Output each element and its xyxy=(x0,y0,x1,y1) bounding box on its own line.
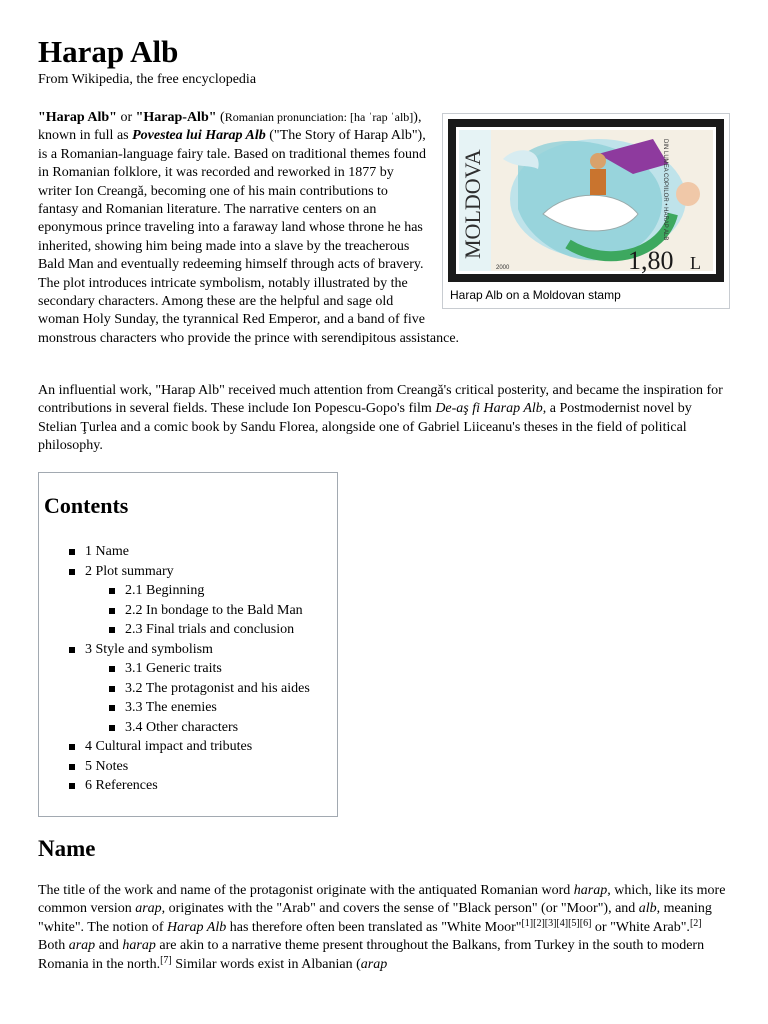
name-italic: Harap Alb xyxy=(167,919,227,935)
name-italic: arap xyxy=(68,938,96,954)
paragraph-name xyxy=(38,882,730,974)
name-text: Both xyxy=(38,938,69,954)
pronunciation-link[interactable]: Romanian pronunciation: [ha ˈrap ˈalb] xyxy=(224,110,414,124)
citation-links[interactable]: [1][2][3][4][5][6] xyxy=(521,917,592,929)
toc-list xyxy=(67,542,310,796)
lead-or: or xyxy=(116,110,136,125)
paragraph-influence-text1: An influential work, "Harap Alb" received much attention from Creangă's critical posterity, and became the inspiration for contributions in several fields. These include Ion Popescu-Gopo's film xyxy=(38,383,723,417)
name-italic: harap xyxy=(122,938,156,954)
section-heading-name: Name xyxy=(38,836,96,861)
lead-pron-open: ( xyxy=(216,110,225,125)
name-text: or "White Arab". xyxy=(591,919,690,935)
page-subtitle: From Wikipedia, the free encyclopedia xyxy=(38,72,257,87)
toc-subitem[interactable]: 3.4 Other characters xyxy=(67,718,310,738)
film-title-link[interactable]: De-aş fi Harap Alb xyxy=(435,401,543,417)
toc-item[interactable]: 1 Name xyxy=(67,542,310,562)
stamp-side-text: DIN LUMEA COPIILOR • HARAP ALB xyxy=(662,139,668,241)
paragraph-influence-text2: , a Postmodernist novel by Stelian Ţurlea and a comic book by Sandu Florea, alongside one of Gabriel Liiceanu's theses in the field of political philosophy. xyxy=(38,401,692,454)
paragraph-influence xyxy=(38,382,730,456)
name-text: , originates with the "Arab" and covers the sense of "Black person" (or "Moor"), and xyxy=(161,901,639,917)
moldova-stamp-image[interactable] xyxy=(448,119,724,282)
table-of-contents xyxy=(38,472,338,817)
name-text: Similar words exist in Albanian ( xyxy=(171,956,361,972)
toc-heading: Contents xyxy=(44,493,129,518)
name-text: The title of the work and name of the protagonist originate with the antiquated Romanian word xyxy=(38,883,574,898)
lead-bold-title: "Harap Alb" xyxy=(38,110,117,125)
stamp-currency-text: L xyxy=(690,253,701,273)
toc-subitem[interactable]: 3.3 The enemies xyxy=(67,698,310,718)
page-title: Harap Alb xyxy=(38,34,179,69)
name-text: are akin to a narrative theme present throughout the Balkans, from Turkey in the south to modern Romania in the north. xyxy=(38,938,705,972)
citation-link[interactable]: [2] xyxy=(689,917,702,929)
stamp-value-text: 1,80 xyxy=(628,246,674,275)
lead-pron-close: ), known in full as xyxy=(38,110,422,144)
toc-subitem[interactable]: 3.1 Generic traits xyxy=(67,659,310,679)
toc-item[interactable]: 6 References xyxy=(67,776,310,796)
citation-link[interactable]: [7] xyxy=(160,954,172,966)
name-text: and xyxy=(95,938,123,954)
toc-subitem[interactable]: 2.1 Beginning xyxy=(67,581,310,601)
name-italic: alb xyxy=(638,901,657,917)
toc-subitem[interactable]: 2.2 In bondage to the Bald Man xyxy=(67,601,310,621)
toc-item[interactable]: 4 Cultural impact and tributes xyxy=(67,737,310,757)
toc-item[interactable]: 5 Notes xyxy=(67,757,310,777)
toc-subitem[interactable]: 2.3 Final trials and conclusion xyxy=(67,620,310,640)
name-italic: arap xyxy=(135,901,162,917)
name-italic: harap xyxy=(573,883,608,898)
lead-full-title: Povestea lui Harap Alb xyxy=(132,128,266,144)
infobox-caption: Harap Alb on a Moldovan stamp xyxy=(450,288,621,302)
name-text: has therefore often been translated as "White Moor" xyxy=(226,919,522,935)
name-italic: arap xyxy=(360,956,388,972)
name-text: , which, like its more common version xyxy=(38,883,726,917)
infobox-image xyxy=(442,113,730,309)
stamp-country-text: MOLDOVA xyxy=(460,149,485,259)
toc-item[interactable]: 2 Plot summary xyxy=(67,562,310,582)
stamp-year-text: 2000 xyxy=(496,265,510,271)
toc-item[interactable]: 3 Style and symbolism xyxy=(67,640,310,660)
lead-bold-alt-title: "Harap-Alb" xyxy=(135,110,217,125)
toc-subitem[interactable]: 3.2 The protagonist and his aides xyxy=(67,679,310,699)
lead-rest: ("The Story of Harap Alb"), is a Romanian-language fairy tale. Based on traditional themes found in Romanian folklore, it was recorded and reworked in 1877 by writer Ion Creangă, becoming one of his main contributions to fantasy and Romanian literature. The narrative centers on an eponymous prince traveling into a faraway land whose throne he has inherited, showing him being made into a slave by the treacherous Bald Man and eventually redeeming himself through acts of bravery. The plot introduces intricate symbolism, notably illustrated by the secondary characters. Among these are the helpful and sage old woman Holy Sunday, the tyrannical Red Emperor, and a band of five monstrous characters who provide the prince with serendipitous assistance. xyxy=(38,128,460,346)
name-text: , meaning "white". The notion of xyxy=(38,901,712,935)
